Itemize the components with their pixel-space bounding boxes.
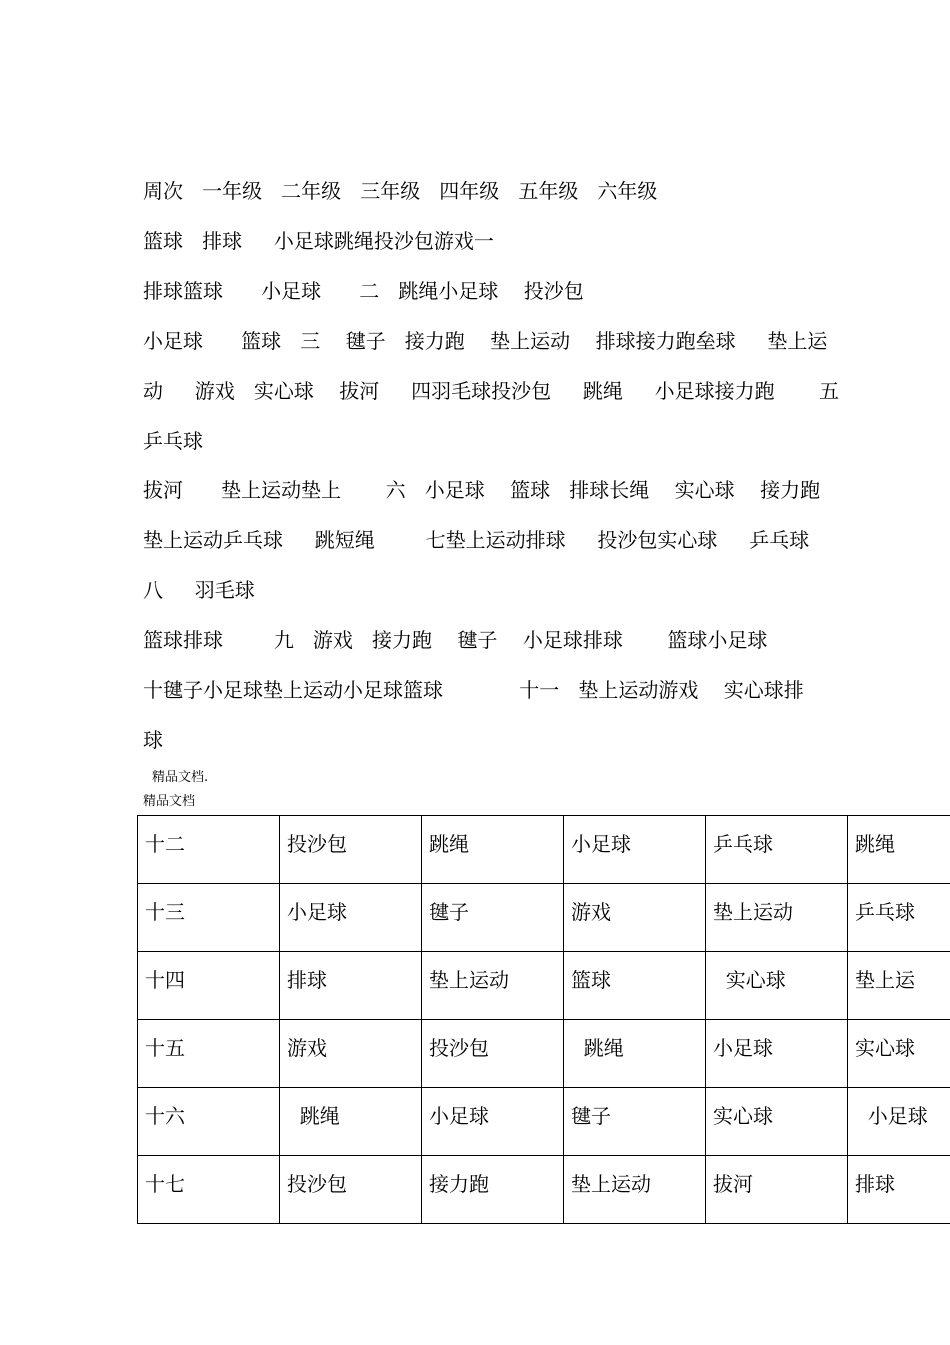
activity-cell: 乒乓球 [706,816,848,884]
activity-cell: 排球 [848,1156,950,1224]
activity-cell: 垫上运 [848,952,950,1020]
week-cell: 十四 [138,952,280,1020]
text-line: 篮球排球 九 游戏 接力跑 毽子 小足球排球 篮球小足球 [143,628,768,652]
text-line: 小足球 篮球 三 毽子 接力跑 垫上运动 排球接力跑垒球 垫上运 [143,329,828,353]
activity-cell: 跳绳 [564,1020,706,1088]
text-line: 球 [143,728,163,752]
text-line: 动 游戏 实心球 拔河 四羽毛球投沙包 跳绳 小足球接力跑 五 [143,379,840,403]
activity-cell: 投沙包 [280,816,422,884]
activity-cell: 垫上运动 [422,952,564,1020]
week-cell: 十七 [138,1156,280,1224]
activity-cell: 跳绳 [422,816,564,884]
activity-cell: 乒乓球 [848,884,950,952]
activity-cell: 实心球 [848,1020,950,1088]
activity-cell: 投沙包 [280,1156,422,1224]
week-cell: 十六 [138,1088,280,1156]
activity-cell: 跳绳 [280,1088,422,1156]
activity-cell: 毽子 [564,1088,706,1156]
activity-cell: 实心球 [706,1088,848,1156]
activity-cell: 小足球 [706,1020,848,1088]
footer-note: 精品文档. [152,770,209,785]
table-row [138,1156,950,1224]
table-row [138,884,950,952]
week-cell: 十三 [138,884,280,952]
activity-cell: 投沙包 [422,1020,564,1088]
activity-cell: 篮球 [564,952,706,1020]
activity-cell: 毽子 [422,884,564,952]
text-line: 排球篮球 小足球 二 跳绳小足球 投沙包 [143,279,584,303]
activity-cell: 跳绳 [848,816,950,884]
table-row [138,816,950,884]
activity-cell: 游戏 [564,884,706,952]
activity-cell: 游戏 [280,1020,422,1088]
activity-cell: 实心球 [706,952,848,1020]
activity-cell: 小足球 [564,816,706,884]
table-row [138,1088,950,1156]
activity-cell: 小足球 [848,1088,950,1156]
table-row [138,952,950,1020]
activity-cell: 排球 [280,952,422,1020]
week-cell: 十五 [138,1020,280,1088]
text-line: 周次 一年级 二年级 三年级 四年级 五年级 六年级 [143,179,658,203]
text-line: 垫上运动乒乓球 跳短绳 七垫上运动排球 投沙包实心球 乒乓球 [143,528,810,552]
text-line: 十毽子小足球垫上运动小足球篮球 十一 垫上运动游戏 实心球排 [143,678,804,702]
activity-cell: 接力跑 [422,1156,564,1224]
activity-cell: 垫上运动 [706,884,848,952]
activity-cell: 小足球 [280,884,422,952]
activity-cell: 小足球 [422,1088,564,1156]
week-cell: 十二 [138,816,280,884]
activity-cell: 拔河 [706,1156,848,1224]
text-line: 乒乓球 [143,429,203,453]
table-row [138,1020,950,1088]
text-line: 篮球 排球 小足球跳绳投沙包游戏一 [143,229,494,253]
schedule-table [137,815,950,1224]
footer-note: 精品文档 [143,794,196,809]
activity-cell: 垫上运动 [564,1156,706,1224]
text-line: 拔河 垫上运动垫上 六 小足球 篮球 排球长绳 实心球 接力跑 [143,478,821,502]
text-line: 八 羽毛球 [143,578,255,602]
